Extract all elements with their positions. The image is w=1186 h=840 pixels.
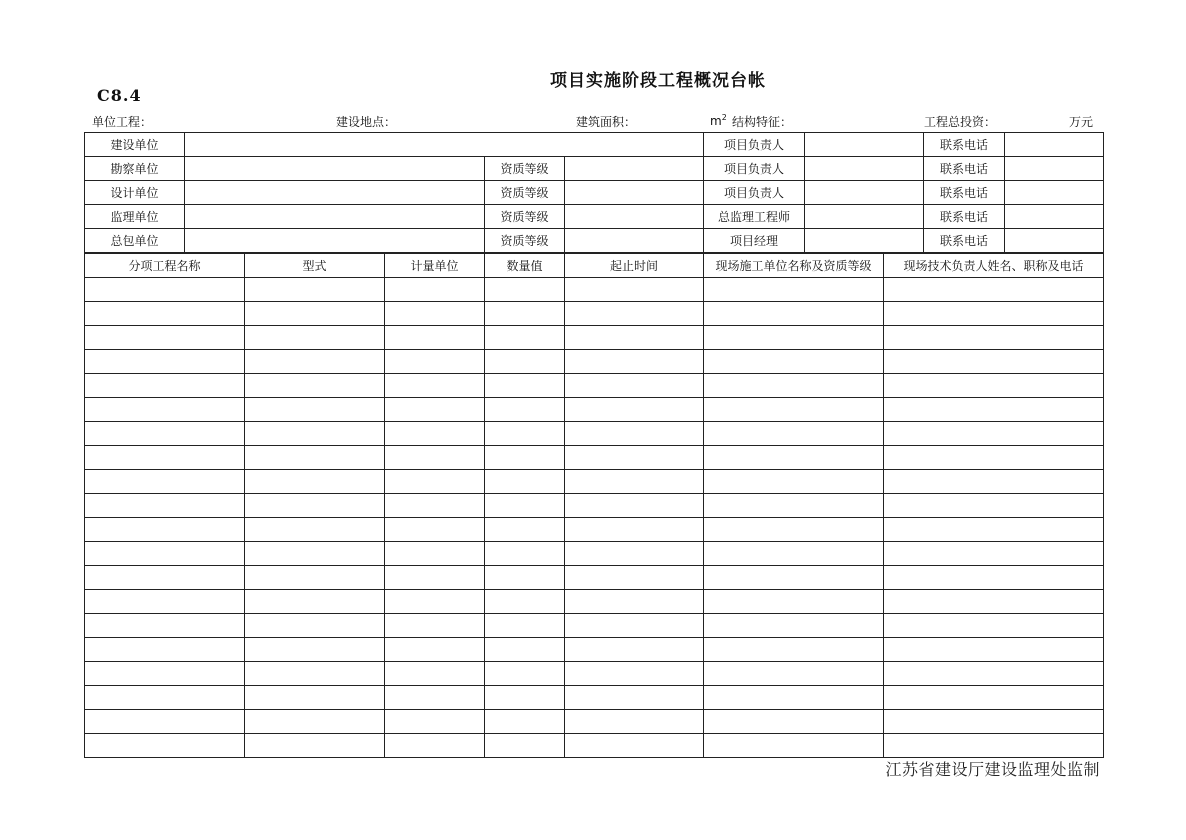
table-cell[interactable] [565,350,704,374]
table-cell[interactable] [485,566,565,590]
table-cell[interactable] [884,278,1104,302]
person-label: 项目负责人 [704,133,805,157]
table-cell[interactable] [385,470,485,494]
table-cell[interactable] [85,398,245,422]
table-cell[interactable] [704,446,884,470]
table-cell[interactable] [704,350,884,374]
person-label: 项目经理 [704,229,805,253]
table-cell[interactable] [85,518,245,542]
area-label: 建筑面积： [576,115,637,129]
qualification-label: 资质等级 [485,229,565,253]
phone-value-cell[interactable] [1005,133,1104,157]
table-cell[interactable] [565,662,704,686]
table-cell[interactable] [85,302,245,326]
column-header: 分项工程名称 [85,254,245,278]
table-row [85,662,1104,686]
person-value-cell[interactable] [805,157,924,181]
table-cell[interactable] [85,662,245,686]
table-cell[interactable] [245,398,385,422]
table-cell[interactable] [704,710,884,734]
table-cell[interactable] [385,710,485,734]
table-cell[interactable] [85,710,245,734]
info-label: 建设单位 [85,133,185,157]
table-cell[interactable] [704,470,884,494]
qualification-value-cell[interactable] [565,205,704,229]
table-cell[interactable] [385,326,485,350]
investment-unit: 万元 [1069,115,1094,129]
table-cell[interactable] [884,710,1104,734]
table-cell[interactable] [704,518,884,542]
info-label: 设计单位 [85,181,185,205]
table-cell[interactable] [245,734,385,758]
table-cell[interactable] [245,638,385,662]
person-value-cell[interactable] [805,181,924,205]
table-cell[interactable] [704,374,884,398]
table-cell[interactable] [565,374,704,398]
table-row [85,398,1104,422]
table-cell[interactable] [884,518,1104,542]
table-cell[interactable] [884,350,1104,374]
detail-table [84,253,1104,758]
table-cell[interactable] [565,590,704,614]
table-cell[interactable] [245,662,385,686]
table-cell[interactable] [565,326,704,350]
table-cell[interactable] [85,566,245,590]
phone-label: 联系电话 [924,181,1005,205]
phone-value-cell[interactable] [1005,181,1104,205]
form-code: C8.4 [97,86,142,105]
column-header: 数量值 [485,254,565,278]
table-cell[interactable] [385,566,485,590]
info-value-cell[interactable] [185,133,704,157]
info-value-cell[interactable] [185,205,485,229]
table-cell[interactable] [565,446,704,470]
table-cell[interactable] [485,614,565,638]
info-row [85,229,1104,253]
qualification-label: 资质等级 [485,157,565,181]
table-cell[interactable] [485,590,565,614]
table-cell[interactable] [485,734,565,758]
info-label: 勘察单位 [85,157,185,181]
table-cell[interactable] [485,494,565,518]
table-cell[interactable] [385,278,485,302]
table-row [85,734,1104,758]
table-cell[interactable] [884,662,1104,686]
table-cell[interactable] [245,542,385,566]
table-cell[interactable] [485,374,565,398]
table-cell[interactable] [245,614,385,638]
table-cell[interactable] [884,590,1104,614]
table-cell[interactable] [704,614,884,638]
table-cell[interactable] [884,398,1104,422]
qualification-label: 资质等级 [485,205,565,229]
table-cell[interactable] [245,302,385,326]
table-cell[interactable] [245,446,385,470]
table-cell[interactable] [884,638,1104,662]
person-label: 总监理工程师 [704,205,805,229]
table-row [85,422,1104,446]
table-cell[interactable] [485,470,565,494]
table-row [85,614,1104,638]
table-cell[interactable] [385,494,485,518]
column-header: 起止时间 [565,254,704,278]
table-cell[interactable] [485,326,565,350]
table-cell[interactable] [485,398,565,422]
table-row [85,566,1104,590]
location-label: 建设地点： [336,115,397,129]
table-cell[interactable] [245,350,385,374]
table-cell[interactable] [85,446,245,470]
table-cell[interactable] [884,614,1104,638]
qualification-label: 资质等级 [485,181,565,205]
table-cell[interactable] [485,542,565,566]
table-cell[interactable] [485,350,565,374]
table-cell[interactable] [85,734,245,758]
table-cell[interactable] [385,542,485,566]
table-cell[interactable] [485,518,565,542]
table-cell[interactable] [245,326,385,350]
table-row [85,542,1104,566]
column-header: 现场施工单位名称及资质等级 [704,254,884,278]
table-cell[interactable] [385,350,485,374]
table-cell[interactable] [565,398,704,422]
info-value-cell[interactable] [185,157,485,181]
table-cell[interactable] [565,710,704,734]
table-cell[interactable] [704,734,884,758]
info-value-cell[interactable] [185,181,485,205]
table-cell[interactable] [245,422,385,446]
person-label: 项目负责人 [704,181,805,205]
person-value-cell[interactable] [805,133,924,157]
column-header: 计量单位 [385,254,485,278]
table-cell[interactable] [485,302,565,326]
info-label: 总包单位 [85,229,185,253]
table-cell[interactable] [565,494,704,518]
table-row [85,446,1104,470]
table-cell[interactable] [884,470,1104,494]
table-row [85,350,1104,374]
table-cell[interactable] [245,518,385,542]
phone-label: 联系电话 [924,229,1005,253]
table-cell[interactable] [245,590,385,614]
table-cell[interactable] [245,278,385,302]
table-cell[interactable] [85,470,245,494]
phone-value-cell[interactable] [1005,205,1104,229]
phone-value-cell[interactable] [1005,157,1104,181]
footer-issuer: 江苏省建设厅建设监理处监制 [885,760,1100,779]
qualification-value-cell[interactable] [565,181,704,205]
table-cell[interactable] [385,518,485,542]
phone-value-cell[interactable] [1005,229,1104,253]
qualification-value-cell[interactable] [565,229,704,253]
qualification-value-cell[interactable] [565,157,704,181]
person-label: 项目负责人 [704,157,805,181]
table-cell[interactable] [85,638,245,662]
table-cell[interactable] [704,326,884,350]
table-cell[interactable] [485,710,565,734]
table-cell[interactable] [565,638,704,662]
table-row [85,638,1104,662]
table-cell[interactable] [85,374,245,398]
table-row [85,590,1104,614]
table-cell[interactable] [485,662,565,686]
table-cell[interactable] [385,398,485,422]
table-cell[interactable] [245,566,385,590]
table-cell[interactable] [485,278,565,302]
table-cell[interactable] [704,686,884,710]
column-header: 型式 [245,254,385,278]
info-table [84,132,1104,253]
table-cell[interactable] [884,494,1104,518]
info-row [85,133,1104,157]
table-cell[interactable] [565,302,704,326]
table-row [85,710,1104,734]
table-cell[interactable] [385,734,485,758]
table-cell[interactable] [485,686,565,710]
table-row [85,518,1104,542]
table-cell[interactable] [245,470,385,494]
table-cell[interactable] [704,638,884,662]
table-cell[interactable] [385,422,485,446]
info-row [85,157,1104,181]
table-cell[interactable] [884,422,1104,446]
table-cell[interactable] [245,374,385,398]
info-label: 监理单位 [85,205,185,229]
table-cell[interactable] [884,374,1104,398]
table-cell[interactable] [85,542,245,566]
table-cell[interactable] [485,446,565,470]
phone-label: 联系电话 [924,133,1005,157]
table-cell[interactable] [385,590,485,614]
table-cell[interactable] [565,734,704,758]
unit-project-label: 单位工程： [92,115,153,129]
table-cell[interactable] [245,710,385,734]
table-row [85,278,1104,302]
table-cell[interactable] [385,662,485,686]
table-cell[interactable] [704,422,884,446]
table-cell[interactable] [385,374,485,398]
area-unit: $m^2$ [710,113,727,128]
table-cell[interactable] [485,422,565,446]
table-cell[interactable] [884,734,1104,758]
table-cell[interactable] [884,542,1104,566]
table-cell[interactable] [704,398,884,422]
table-row [85,302,1104,326]
table-cell[interactable] [565,422,704,446]
table-cell[interactable] [704,662,884,686]
table-row [85,494,1104,518]
table-cell[interactable] [85,278,245,302]
table-cell[interactable] [565,686,704,710]
table-cell[interactable] [704,542,884,566]
table-cell[interactable] [884,446,1104,470]
table-cell[interactable] [385,302,485,326]
table-cell[interactable] [704,566,884,590]
table-cell[interactable] [565,542,704,566]
table-row [85,470,1104,494]
page-title: 项目实施阶段工程概况台帐 [550,71,766,91]
table-cell[interactable] [884,566,1104,590]
info-value-cell[interactable] [185,229,485,253]
table-cell[interactable] [85,614,245,638]
table-cell[interactable] [85,590,245,614]
table-cell[interactable] [704,302,884,326]
table-cell[interactable] [85,686,245,710]
info-row [85,205,1104,229]
info-row [85,181,1104,205]
person-value-cell[interactable] [805,229,924,253]
table-cell[interactable] [565,470,704,494]
table-cell[interactable] [704,494,884,518]
investment-label: 工程总投资： [924,115,997,129]
table-cell[interactable] [565,614,704,638]
table-cell[interactable] [245,494,385,518]
table-row [85,686,1104,710]
table-cell[interactable] [385,638,485,662]
table-cell[interactable] [704,278,884,302]
table-cell[interactable] [485,638,565,662]
phone-label: 联系电话 [924,157,1005,181]
table-row [85,326,1104,350]
person-value-cell[interactable] [805,205,924,229]
table-cell[interactable] [884,686,1104,710]
table-cell[interactable] [565,278,704,302]
table-cell[interactable] [565,566,704,590]
table-cell[interactable] [884,326,1104,350]
table-cell[interactable] [565,518,704,542]
table-cell[interactable] [385,686,485,710]
table-cell[interactable] [704,590,884,614]
table-cell[interactable] [385,614,485,638]
column-header: 现场技术负责人姓名、职称及电话 [884,254,1104,278]
table-cell[interactable] [85,350,245,374]
table-cell[interactable] [884,302,1104,326]
table-cell[interactable] [385,446,485,470]
table-cell[interactable] [245,686,385,710]
table-cell[interactable] [85,326,245,350]
table-cell[interactable] [85,494,245,518]
phone-label: 联系电话 [924,205,1005,229]
table-cell[interactable] [85,422,245,446]
table-row [85,374,1104,398]
structure-label: 结构特征： [732,115,793,129]
